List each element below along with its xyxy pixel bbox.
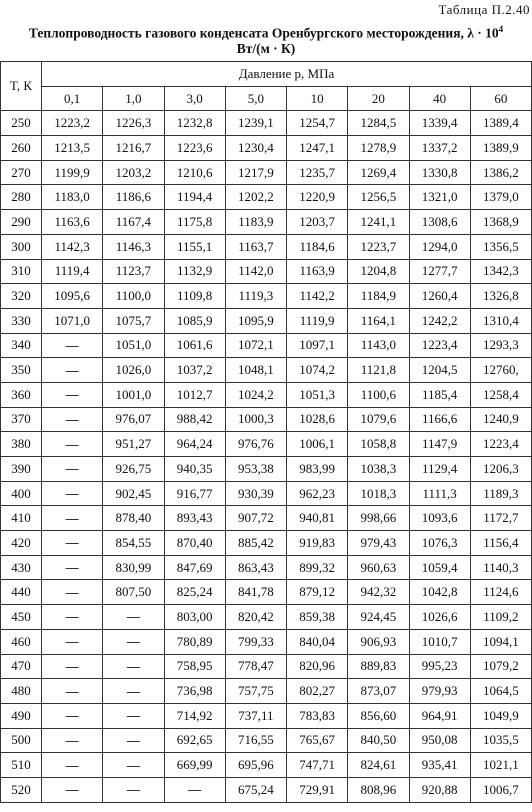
value-cell: 778,47 xyxy=(225,654,286,679)
value-cell: 1079,6 xyxy=(348,407,409,432)
value-cell: 1186,6 xyxy=(103,185,164,210)
value-cell: 1389,4 xyxy=(470,111,531,136)
temperature-cell: 360 xyxy=(1,382,42,407)
value-cell: 1330,8 xyxy=(409,160,470,185)
value-cell: 1010,7 xyxy=(409,629,470,654)
temperature-cell: 490 xyxy=(1,703,42,728)
value-cell: 669,99 xyxy=(164,753,225,778)
value-cell: 825,24 xyxy=(164,580,225,605)
value-cell: 1006,7 xyxy=(470,777,531,802)
temperature-cell: 390 xyxy=(1,457,42,482)
value-cell: 953,38 xyxy=(225,457,286,482)
value-cell: 1051,0 xyxy=(103,333,164,358)
value-cell: 1166,6 xyxy=(409,407,470,432)
value-cell: 716,55 xyxy=(225,728,286,753)
value-cell: 1119,3 xyxy=(225,284,286,309)
value-cell: 1075,7 xyxy=(103,308,164,333)
table-row xyxy=(1,111,532,136)
value-cell: 1026,6 xyxy=(409,605,470,630)
value-cell: 1242,2 xyxy=(409,308,470,333)
table-row xyxy=(1,580,532,605)
value-cell: — xyxy=(42,333,103,358)
value-cell: 1164,1 xyxy=(348,308,409,333)
value-cell: 1095,6 xyxy=(42,284,103,309)
value-cell: 1132,9 xyxy=(164,259,225,284)
temperature-cell: 350 xyxy=(1,358,42,383)
value-cell: 1230,4 xyxy=(225,136,286,161)
value-cell: 919,83 xyxy=(287,531,348,556)
value-cell: 1239,1 xyxy=(225,111,286,136)
value-cell: 1001,0 xyxy=(103,382,164,407)
header-row-pressure xyxy=(1,62,532,87)
table-row xyxy=(1,358,532,383)
value-cell: — xyxy=(103,629,164,654)
table-number: Таблица П.2.40 xyxy=(438,2,530,17)
table-row xyxy=(1,185,532,210)
value-cell: — xyxy=(164,777,225,802)
value-cell: — xyxy=(42,457,103,482)
value-cell: 840,04 xyxy=(287,629,348,654)
value-cell: 1172,7 xyxy=(470,506,531,531)
value-cell: 1142,0 xyxy=(225,259,286,284)
value-cell: 1147,9 xyxy=(409,432,470,457)
value-cell: — xyxy=(103,777,164,802)
value-cell: 747,71 xyxy=(287,753,348,778)
value-cell: 950,08 xyxy=(409,728,470,753)
value-cell: 1260,4 xyxy=(409,284,470,309)
value-cell: 729,91 xyxy=(287,777,348,802)
value-cell: 1310,4 xyxy=(470,308,531,333)
table-row xyxy=(1,728,532,753)
value-cell: 1183,0 xyxy=(42,185,103,210)
value-cell: 1226,3 xyxy=(103,111,164,136)
value-cell: 780,89 xyxy=(164,629,225,654)
value-cell: 1042,8 xyxy=(409,580,470,605)
table-row xyxy=(1,531,532,556)
value-cell: 859,38 xyxy=(287,605,348,630)
value-cell: 1129,4 xyxy=(409,457,470,482)
value-cell: 1049,9 xyxy=(470,703,531,728)
value-cell: 935,41 xyxy=(409,753,470,778)
value-cell: 1294,0 xyxy=(409,234,470,259)
value-cell: 824,61 xyxy=(348,753,409,778)
value-cell: 758,95 xyxy=(164,654,225,679)
temperature-cell: 400 xyxy=(1,481,42,506)
value-cell: 1204,5 xyxy=(409,358,470,383)
pressure-column-header: 5,0 xyxy=(225,86,286,111)
value-cell: 1074,2 xyxy=(287,358,348,383)
value-cell: 863,43 xyxy=(225,555,286,580)
table-row xyxy=(1,629,532,654)
value-cell: 916,77 xyxy=(164,481,225,506)
value-cell: 1143,0 xyxy=(348,333,409,358)
value-cell: 1024,2 xyxy=(225,382,286,407)
value-cell: 1368,9 xyxy=(470,210,531,235)
value-cell: — xyxy=(42,629,103,654)
value-cell: 1326,8 xyxy=(470,284,531,309)
value-cell: 799,33 xyxy=(225,629,286,654)
value-cell: 964,91 xyxy=(409,703,470,728)
value-cell: 1064,5 xyxy=(470,679,531,704)
pressure-column-header: 20 xyxy=(348,86,409,111)
value-cell: — xyxy=(42,679,103,704)
table-row xyxy=(1,136,532,161)
value-cell: 692,65 xyxy=(164,728,225,753)
value-cell: 1247,1 xyxy=(287,136,348,161)
title-line-2: Вт/(м · К) xyxy=(236,40,296,56)
value-cell: 1095,9 xyxy=(225,308,286,333)
value-cell: 1085,9 xyxy=(164,308,225,333)
value-cell: 1235,7 xyxy=(287,160,348,185)
table-row xyxy=(1,259,532,284)
value-cell: 964,24 xyxy=(164,432,225,457)
table-row xyxy=(1,506,532,531)
value-cell: — xyxy=(103,654,164,679)
value-cell: 1216,7 xyxy=(103,136,164,161)
value-cell: 1194,4 xyxy=(164,185,225,210)
value-cell: 979,43 xyxy=(348,531,409,556)
value-cell: 783,83 xyxy=(287,703,348,728)
value-cell: 1213,5 xyxy=(42,136,103,161)
value-cell: 960,63 xyxy=(348,555,409,580)
temperature-cell: 310 xyxy=(1,259,42,284)
value-cell: 930,39 xyxy=(225,481,286,506)
temperature-cell: 280 xyxy=(1,185,42,210)
value-cell: 1386,2 xyxy=(470,160,531,185)
table-row xyxy=(1,703,532,728)
value-cell: 885,42 xyxy=(225,531,286,556)
value-cell: 1028,6 xyxy=(287,407,348,432)
temperature-cell: 410 xyxy=(1,506,42,531)
value-cell: 1278,9 xyxy=(348,136,409,161)
table-row xyxy=(1,407,532,432)
value-cell: 1240,9 xyxy=(470,407,531,432)
value-cell: 1018,3 xyxy=(348,481,409,506)
value-cell: — xyxy=(103,605,164,630)
pressure-column-header: 0,1 xyxy=(42,86,103,111)
value-cell: 942,32 xyxy=(348,580,409,605)
value-cell: 1109,2 xyxy=(470,605,531,630)
value-cell: 847,69 xyxy=(164,555,225,580)
value-cell: 924,45 xyxy=(348,605,409,630)
value-cell: 907,72 xyxy=(225,506,286,531)
pressure-column-header: 40 xyxy=(409,86,470,111)
value-cell: 714,92 xyxy=(164,703,225,728)
value-cell: 802,27 xyxy=(287,679,348,704)
table-row xyxy=(1,432,532,457)
value-cell: 757,75 xyxy=(225,679,286,704)
value-cell: 1356,5 xyxy=(470,234,531,259)
value-cell: 1389,9 xyxy=(470,136,531,161)
value-cell: 1175,8 xyxy=(164,210,225,235)
value-cell: 1203,2 xyxy=(103,160,164,185)
value-cell: — xyxy=(42,407,103,432)
value-cell: 1217,9 xyxy=(225,160,286,185)
table-row xyxy=(1,679,532,704)
value-cell: 893,43 xyxy=(164,506,225,531)
value-cell: 1210,6 xyxy=(164,160,225,185)
value-cell: 1119,4 xyxy=(42,259,103,284)
value-cell: 1321,0 xyxy=(409,185,470,210)
table-row xyxy=(1,481,532,506)
temperature-cell: 520 xyxy=(1,777,42,802)
value-cell: 1223,6 xyxy=(164,136,225,161)
value-cell: 856,60 xyxy=(348,703,409,728)
value-cell: 1111,3 xyxy=(409,481,470,506)
value-cell: — xyxy=(42,382,103,407)
value-cell: 737,11 xyxy=(225,703,286,728)
value-cell: 988,42 xyxy=(164,407,225,432)
value-cell: 1203,7 xyxy=(287,210,348,235)
value-cell: 976,76 xyxy=(225,432,286,457)
value-cell: 873,07 xyxy=(348,679,409,704)
table-body xyxy=(1,111,532,802)
value-cell: 870,40 xyxy=(164,531,225,556)
value-cell: 902,45 xyxy=(103,481,164,506)
value-cell: 1093,6 xyxy=(409,506,470,531)
temperature-header: T, К xyxy=(1,62,42,111)
value-cell: — xyxy=(103,703,164,728)
value-cell: 1124,6 xyxy=(470,580,531,605)
value-cell: 1097,1 xyxy=(287,333,348,358)
value-cell: 879,12 xyxy=(287,580,348,605)
value-cell: 1094,1 xyxy=(470,629,531,654)
temperature-cell: 470 xyxy=(1,654,42,679)
value-cell: 951,27 xyxy=(103,432,164,457)
value-cell: 1339,4 xyxy=(409,111,470,136)
value-cell: 840,50 xyxy=(348,728,409,753)
temperature-cell: 270 xyxy=(1,160,42,185)
temperature-cell: 320 xyxy=(1,284,42,309)
value-cell: 1156,4 xyxy=(470,531,531,556)
pressure-column-header: 60 xyxy=(470,86,531,111)
value-cell: 1100,0 xyxy=(103,284,164,309)
value-cell: — xyxy=(42,605,103,630)
table-row xyxy=(1,308,532,333)
table-row xyxy=(1,654,532,679)
value-cell: — xyxy=(103,728,164,753)
value-cell: — xyxy=(103,753,164,778)
temperature-cell: 260 xyxy=(1,136,42,161)
value-cell: 765,67 xyxy=(287,728,348,753)
value-cell: — xyxy=(42,358,103,383)
value-cell: 1048,1 xyxy=(225,358,286,383)
value-cell: 995,23 xyxy=(409,654,470,679)
value-cell: 841,78 xyxy=(225,580,286,605)
table-row xyxy=(1,457,532,482)
value-cell: — xyxy=(103,679,164,704)
value-cell: 1059,4 xyxy=(409,555,470,580)
temperature-cell: 290 xyxy=(1,210,42,235)
title-exponent: 4 xyxy=(498,24,504,34)
value-cell: 1184,9 xyxy=(348,284,409,309)
value-cell: 906,93 xyxy=(348,629,409,654)
value-cell: 1071,0 xyxy=(42,308,103,333)
title-line-1: Теплопроводность газового конденсата Оренбургского месторождения, λ · 10 xyxy=(28,25,499,41)
value-cell: 1379,0 xyxy=(470,185,531,210)
value-cell: 1206,3 xyxy=(470,457,531,482)
value-cell: 1241,1 xyxy=(348,210,409,235)
table-row xyxy=(1,234,532,259)
table-row xyxy=(1,777,532,802)
header-row-pressure-values xyxy=(1,86,532,111)
value-cell: 1123,7 xyxy=(103,259,164,284)
value-cell: 1284,5 xyxy=(348,111,409,136)
value-cell: — xyxy=(42,481,103,506)
value-cell: 1061,6 xyxy=(164,333,225,358)
value-cell: — xyxy=(42,753,103,778)
value-cell: 1012,7 xyxy=(164,382,225,407)
value-cell: 1109,8 xyxy=(164,284,225,309)
value-cell: — xyxy=(42,531,103,556)
value-cell: 808,96 xyxy=(348,777,409,802)
table-row xyxy=(1,210,532,235)
value-cell: 736,98 xyxy=(164,679,225,704)
value-cell: 1058,8 xyxy=(348,432,409,457)
value-cell: 878,40 xyxy=(103,506,164,531)
temperature-cell: 450 xyxy=(1,605,42,630)
value-cell: — xyxy=(42,580,103,605)
table-row xyxy=(1,382,532,407)
value-cell: 807,50 xyxy=(103,580,164,605)
value-cell: — xyxy=(42,506,103,531)
value-cell: 1076,3 xyxy=(409,531,470,556)
temperature-cell: 330 xyxy=(1,308,42,333)
table-row xyxy=(1,333,532,358)
value-cell: 979,93 xyxy=(409,679,470,704)
value-cell: 820,96 xyxy=(287,654,348,679)
table-row xyxy=(1,284,532,309)
value-cell: 1199,9 xyxy=(42,160,103,185)
pressure-header: Давление p, МПа xyxy=(42,62,532,87)
value-cell: — xyxy=(42,703,103,728)
data-table xyxy=(0,61,532,803)
value-cell: 1202,2 xyxy=(225,185,286,210)
value-cell: 1254,7 xyxy=(287,111,348,136)
value-cell: 940,35 xyxy=(164,457,225,482)
temperature-cell: 440 xyxy=(1,580,42,605)
value-cell: 1223,2 xyxy=(42,111,103,136)
pressure-column-header: 10 xyxy=(287,86,348,111)
value-cell: 1269,4 xyxy=(348,160,409,185)
value-cell: 1037,2 xyxy=(164,358,225,383)
value-cell: 1146,3 xyxy=(103,234,164,259)
value-cell: 1038,3 xyxy=(348,457,409,482)
value-cell: 1223,4 xyxy=(470,432,531,457)
temperature-cell: 340 xyxy=(1,333,42,358)
table-row xyxy=(1,555,532,580)
pressure-column-header: 3,0 xyxy=(164,86,225,111)
table-row xyxy=(1,605,532,630)
value-cell: 1163,9 xyxy=(287,259,348,284)
value-cell: 998,66 xyxy=(348,506,409,531)
temperature-cell: 300 xyxy=(1,234,42,259)
value-cell: 1072,1 xyxy=(225,333,286,358)
table-row xyxy=(1,160,532,185)
value-cell: 1163,6 xyxy=(42,210,103,235)
value-cell: 830,99 xyxy=(103,555,164,580)
value-cell: 899,32 xyxy=(287,555,348,580)
value-cell: 1342,3 xyxy=(470,259,531,284)
temperature-cell: 370 xyxy=(1,407,42,432)
value-cell: 1119,9 xyxy=(287,308,348,333)
value-cell: 962,23 xyxy=(287,481,348,506)
value-cell: 1000,3 xyxy=(225,407,286,432)
value-cell: 1155,1 xyxy=(164,234,225,259)
value-cell: 1183,9 xyxy=(225,210,286,235)
value-cell: — xyxy=(42,432,103,457)
value-cell: 1163,7 xyxy=(225,234,286,259)
temperature-cell: 500 xyxy=(1,728,42,753)
value-cell: 675,24 xyxy=(225,777,286,802)
value-cell: — xyxy=(42,777,103,802)
value-cell: 976,07 xyxy=(103,407,164,432)
value-cell: 1308,6 xyxy=(409,210,470,235)
value-cell: — xyxy=(42,728,103,753)
pressure-column-header: 1,0 xyxy=(103,86,164,111)
value-cell: 1079,2 xyxy=(470,654,531,679)
value-cell: 803,00 xyxy=(164,605,225,630)
temperature-cell: 380 xyxy=(1,432,42,457)
value-cell: 12760, xyxy=(470,358,531,383)
value-cell: — xyxy=(42,654,103,679)
value-cell: 1337,2 xyxy=(409,136,470,161)
value-cell: 1220,9 xyxy=(287,185,348,210)
value-cell: 940,81 xyxy=(287,506,348,531)
temperature-cell: 430 xyxy=(1,555,42,580)
value-cell: 1184,6 xyxy=(287,234,348,259)
value-cell: 1021,1 xyxy=(470,753,531,778)
value-cell: 1142,2 xyxy=(287,284,348,309)
value-cell: 1277,7 xyxy=(409,259,470,284)
value-cell: 1167,4 xyxy=(103,210,164,235)
value-cell: 1006,1 xyxy=(287,432,348,457)
table-title xyxy=(0,22,532,56)
value-cell: 983,99 xyxy=(287,457,348,482)
value-cell: 1232,8 xyxy=(164,111,225,136)
value-cell: 889,83 xyxy=(348,654,409,679)
value-cell: 926,75 xyxy=(103,457,164,482)
value-cell: 854,55 xyxy=(103,531,164,556)
value-cell: 1189,3 xyxy=(470,481,531,506)
value-cell: 1258,4 xyxy=(470,382,531,407)
table-row xyxy=(1,753,532,778)
temperature-cell: 480 xyxy=(1,679,42,704)
value-cell: 1256,5 xyxy=(348,185,409,210)
temperature-cell: 460 xyxy=(1,629,42,654)
value-cell: 695,96 xyxy=(225,753,286,778)
value-cell: 1223,7 xyxy=(348,234,409,259)
value-cell: 1026,0 xyxy=(103,358,164,383)
temperature-cell: 420 xyxy=(1,531,42,556)
value-cell: 920,88 xyxy=(409,777,470,802)
value-cell: 1204,8 xyxy=(348,259,409,284)
value-cell: 1142,3 xyxy=(42,234,103,259)
temperature-cell: 250 xyxy=(1,111,42,136)
value-cell: 1100,6 xyxy=(348,382,409,407)
value-cell: 820,42 xyxy=(225,605,286,630)
value-cell: 1293,3 xyxy=(470,333,531,358)
value-cell: 1223,4 xyxy=(409,333,470,358)
value-cell: 1051,3 xyxy=(287,382,348,407)
value-cell: 1140,3 xyxy=(470,555,531,580)
value-cell: 1121,8 xyxy=(348,358,409,383)
value-cell: 1035,5 xyxy=(470,728,531,753)
value-cell: 1185,4 xyxy=(409,382,470,407)
value-cell: — xyxy=(42,555,103,580)
temperature-cell: 510 xyxy=(1,753,42,778)
